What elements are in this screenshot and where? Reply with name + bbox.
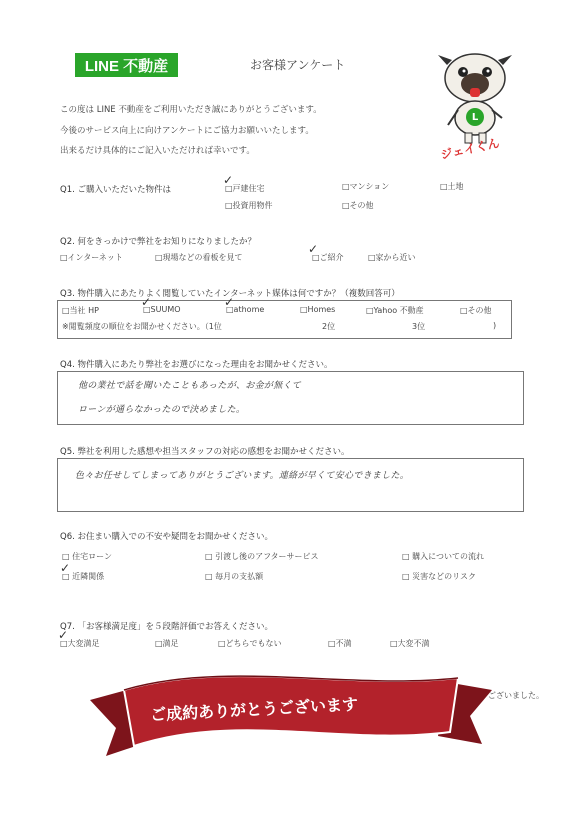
q5-answer-line-1: 色々お任せしてしまってありがとうございます。連絡が早くて安心できました。	[75, 471, 410, 481]
q7-option-satisfied[interactable]: □満足	[155, 639, 179, 648]
page-title: お客様アンケート	[250, 58, 346, 72]
check-mark-icon: ✓	[308, 242, 319, 256]
q3-option-homes[interactable]: □Homes	[300, 305, 336, 314]
check-mark-icon: ✓	[58, 628, 69, 642]
q3-option-own-hp[interactable]: □当社 HP	[62, 306, 99, 315]
q3-rank-note: ※閲覧頻度の順位をお聞かせください。（1位	[62, 322, 222, 331]
q6-option-disaster[interactable]: □ 災害などのリスク	[402, 572, 476, 581]
q6-option-payment[interactable]: □ 毎月の支払額	[205, 572, 264, 581]
line-fudosan-logo: LINE 不動産	[75, 53, 178, 77]
q1-option-mansion[interactable]: □マンション	[342, 182, 390, 191]
check-mark-icon: ✓	[223, 173, 234, 187]
q6-option-neighbors[interactable]: □ 近隣関係	[62, 572, 105, 581]
q7-option-neutral[interactable]: □どちらでもない	[218, 639, 282, 648]
banner-text: ご成約ありがとうございます	[149, 694, 359, 725]
q1-option-land[interactable]: □土地	[440, 182, 464, 191]
q5-answer-box[interactable]	[57, 458, 524, 512]
q2-option-signboard[interactable]: □現場などの看板を見て	[155, 253, 243, 262]
q1-option-house[interactable]: □戸建住宅	[225, 184, 265, 193]
q4-answer-line-1: 他の業社で話を聞いたこともあったが、お金が無くて	[78, 381, 302, 391]
q7-option-very-dissatisfied[interactable]: □大変不満	[390, 639, 430, 648]
q3-rank-3: 3位	[412, 322, 426, 331]
q6-option-aftercare[interactable]: □ 引渡し後のアフターサービス	[205, 552, 319, 561]
q7-option-very-satisfied[interactable]: □大変満足	[60, 639, 100, 648]
q3-option-other[interactable]: □その他	[460, 306, 492, 315]
q4-question: Q4. 物件購入にあたり弊社をお選びになった理由をお聞かせください。	[60, 360, 333, 370]
check-mark-icon: ✓	[60, 561, 71, 575]
q1-option-investment[interactable]: □投資用物件	[225, 201, 273, 210]
intro-line-1: この度は LINE 不動産をご利用いただき誠にありがとうございます。	[60, 105, 322, 115]
q2-option-internet[interactable]: □インターネット	[60, 253, 123, 262]
q6-option-flow[interactable]: □ 購入についての流れ	[402, 552, 484, 561]
q3-question: Q3. 物件購入にあたりよく閲覧していたインターネット媒体は何ですか？（複数回答可）	[60, 289, 400, 299]
intro-line-3: 出来るだけ具体的にご記入いただければ幸いです。	[60, 146, 255, 156]
q7-question: Q7. 「お客様満足度」を５段階評価でお答えください。	[60, 622, 274, 632]
check-mark-icon: ✓	[224, 295, 235, 309]
q2-question: Q2. 何をきっかけで弊社をお知りになりましたか？	[60, 237, 257, 247]
q6-question: Q6. お住まい購入での不安や疑問をお聞かせください。	[60, 532, 274, 542]
q1-option-other[interactable]: □その他	[342, 201, 374, 210]
q5-question: Q5. 弊社を利用した感想や担当スタッフの対応の感想をお聞かせください。	[60, 447, 350, 457]
q7-thanks-partial: ございました。	[488, 691, 544, 700]
mascot-badge: L	[466, 108, 484, 126]
check-mark-icon: ✓	[141, 295, 152, 309]
q3-rank-close: )	[493, 321, 497, 330]
q3-option-yahoo[interactable]: □Yahoo 不動産	[366, 306, 424, 315]
q2-option-near-home[interactable]: □家から近い	[368, 253, 416, 262]
q3-answer-box	[57, 300, 512, 339]
q1-question: Q1. ご購入いただいた物件は	[60, 185, 172, 195]
q4-answer-line-2: ローンが通らなかったので決めました。	[78, 405, 246, 415]
q2-option-referral[interactable]: □ご紹介	[312, 253, 344, 262]
q3-option-athome[interactable]: □athome	[226, 305, 265, 314]
q7-option-dissatisfied[interactable]: □不満	[328, 639, 352, 648]
q6-option-loan[interactable]: □ 住宅ローン	[62, 552, 112, 561]
q3-rank-2: 2位	[322, 322, 336, 331]
q3-option-suumo[interactable]: □SUUMO	[143, 305, 181, 314]
intro-line-2: 今後のサービス向上に向けアンケートにご協力お願いいたします。	[60, 126, 314, 136]
mascot-caption: ジェイくん	[439, 135, 501, 163]
